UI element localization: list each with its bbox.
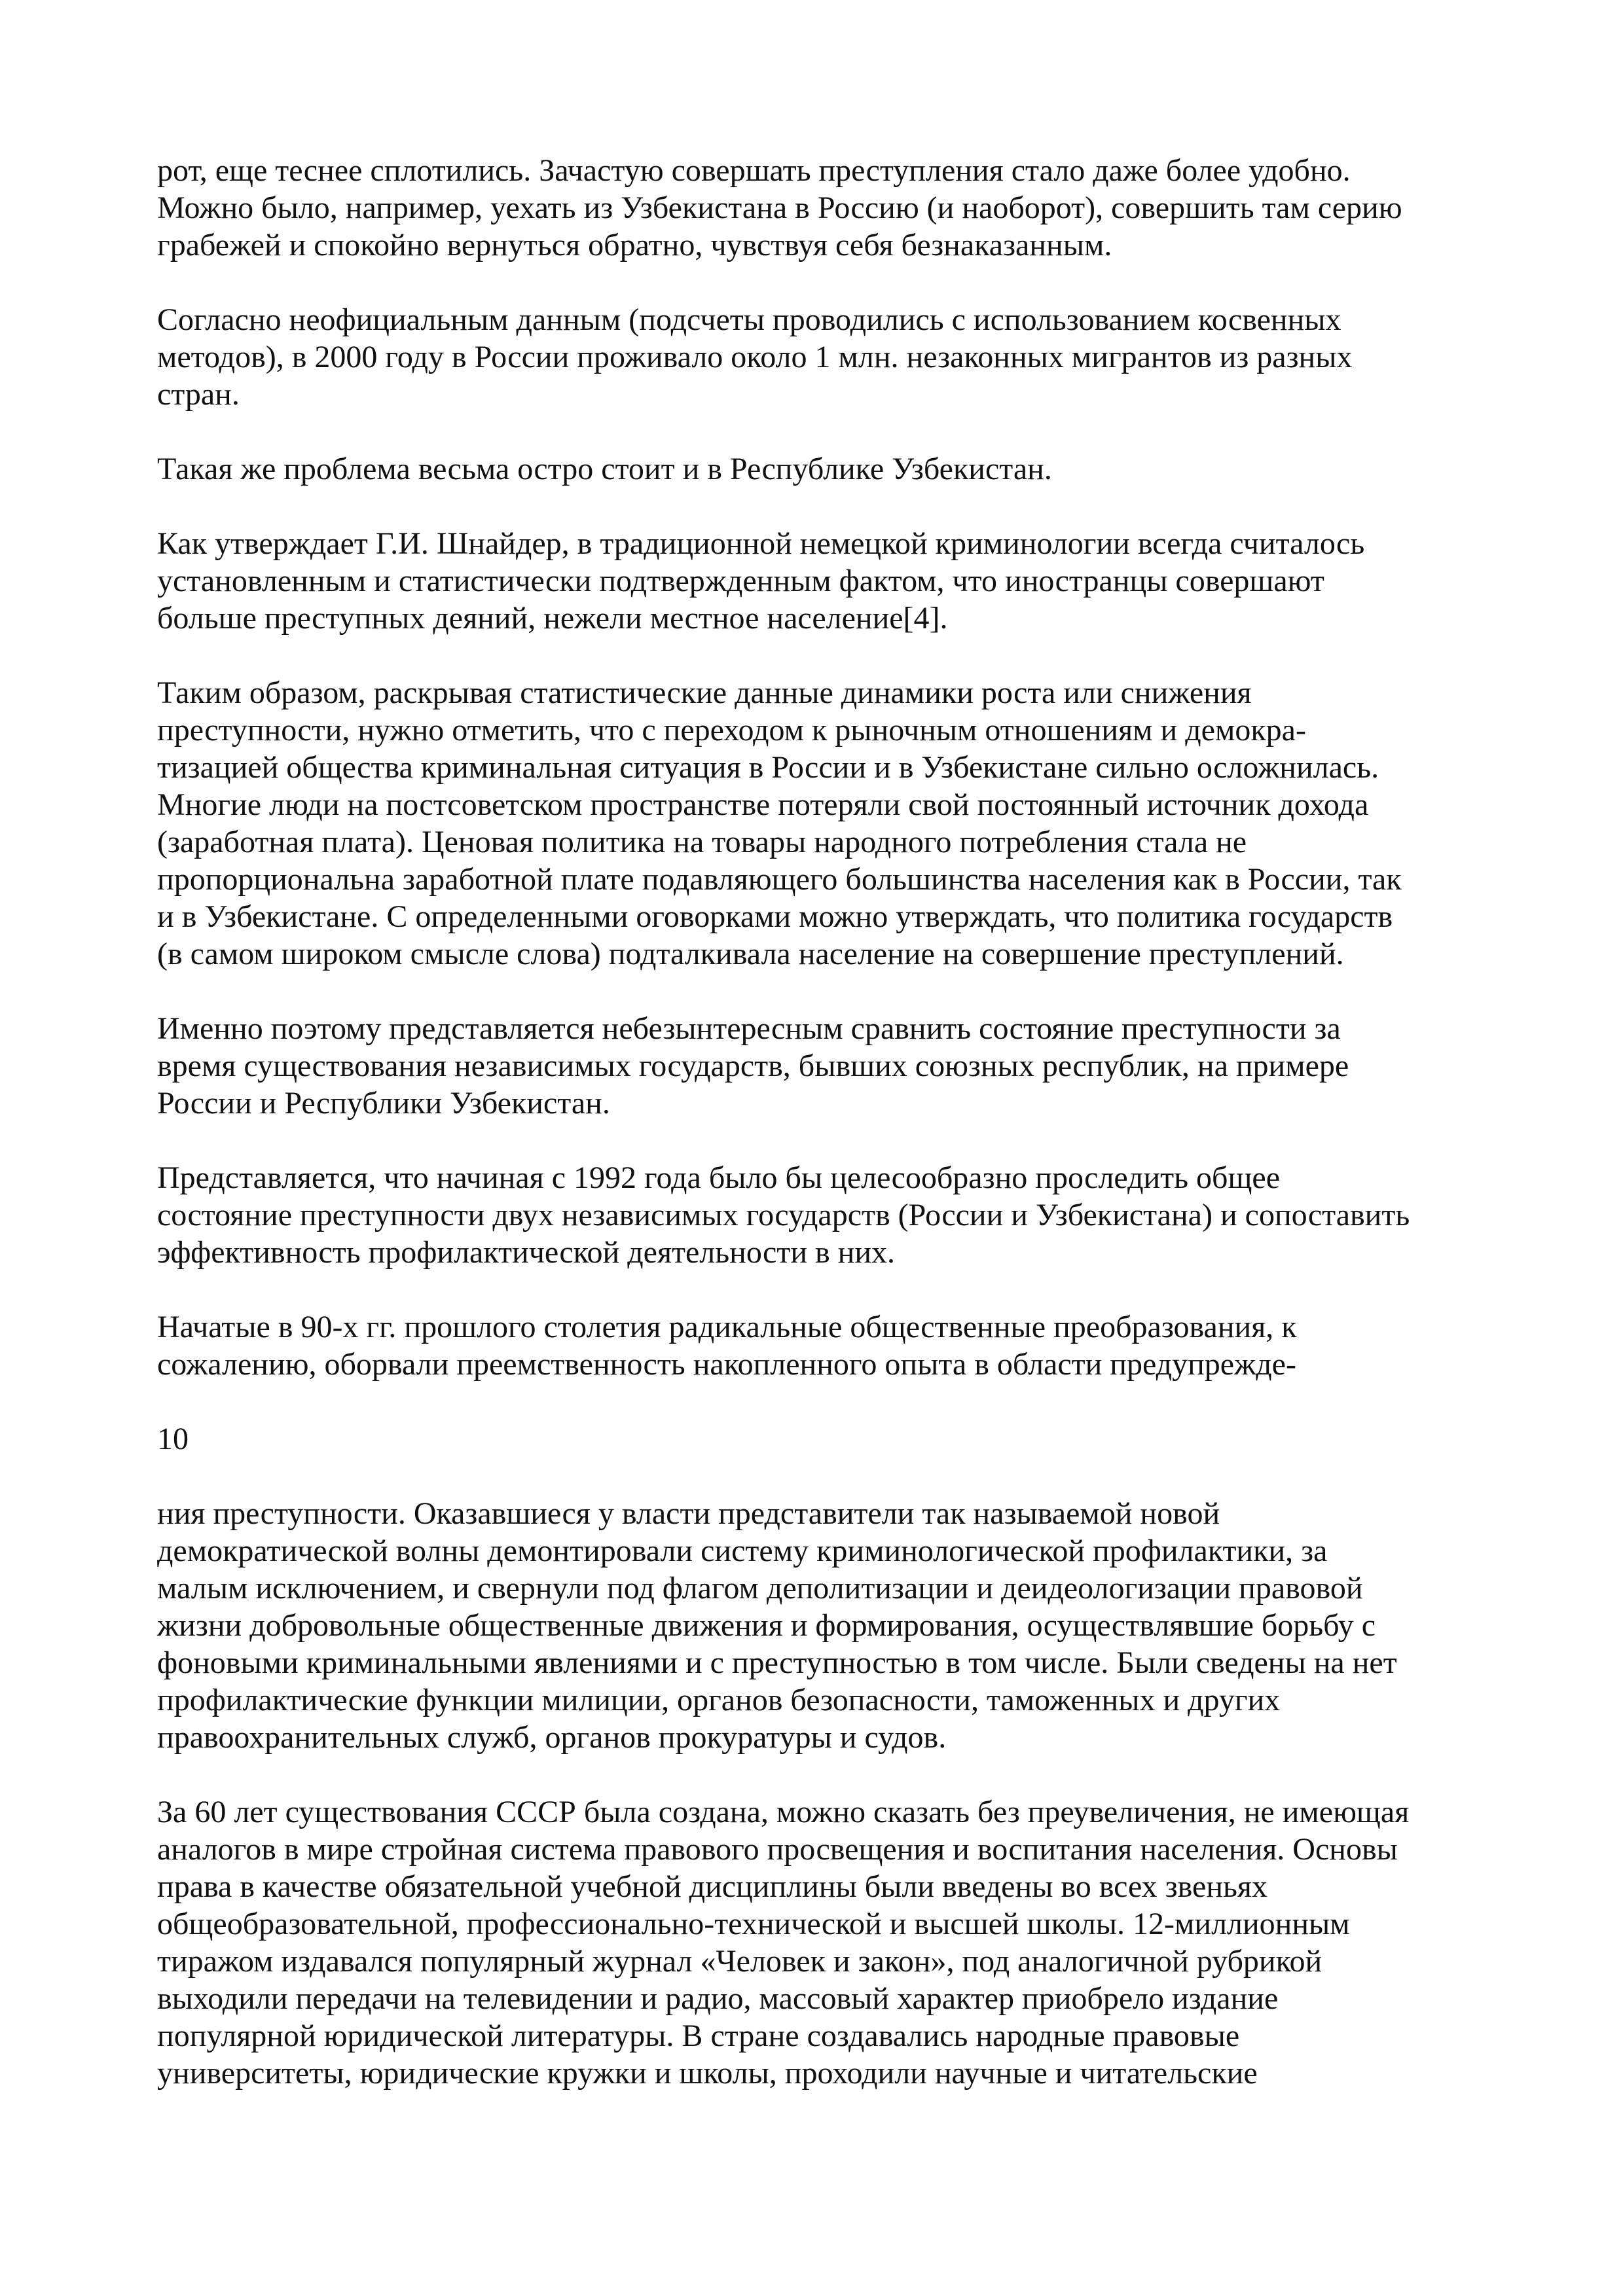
paragraph: Представляется, что начиная с 1992 года было бы целесообразно проследить общее состояние преступности двух независимых государств (России и Узбекистана) и сопоставить эффективность профилактической деятельности в них.	[157, 1160, 1410, 1270]
paragraph: За 60 лет существования СССР была создана, можно сказать без преувеличения, не имеющая аналогов в мире стройная система правового просвещения и воспитания населения. Основы права в качестве обязательной учебной дисциплины были введены во всех звеньях общеобразовательной, профессионально-технической и высшей школы. 12-миллионным тиражом издавался популярный журнал «Человек и закон», под аналогичной рубрикой выходили передачи на телевидении и радио, массовый характер приобрело издание популярной юридической литературы. В стране создавались народные правовые университеты, юридические кружки и школы, проходили научные и читательские	[157, 1795, 1410, 2090]
paragraph: Согласно неофициальным данным (подсчеты проводились с использованием косвенных методов), в 2000 году в России проживало около 1 млн. незаконных мигрантов из разных стран.	[157, 302, 1353, 412]
paragraph: Таким образом, раскрывая статистические данные динамики роста или снижения преступности, нужно отметить, что с переходом к рыночным отношениям и демокра- тизацией общества криминальная ситуация в России и в Узбекистане сильно осложнилась. Многие люди на постсоветском пространстве потеряли свой постоянный источник дохода (заработная плата). Ценовая политика на товары народного потребления стала не пропорциональна заработной плате подавляющего большинства населения как в России, так и в Узбекистане. С определенными оговорками можно утверждать, что политика государств (в самом широком смысле слова) подталкивала население на совершение преступлений.	[157, 675, 1402, 971]
paragraph: Именно поэтому представляется небезынтересным сравнить состояние преступности за время существования независимых государств, бывших союзных республик, на примере России и Республики Узбекистан.	[157, 1011, 1349, 1121]
paragraph: Начатые в 90-х гг. прошлого столетия радикальные общественные преобразования, к сожалению, оборвали преемственность накопленного опыта в области предупрежде-	[157, 1310, 1297, 1382]
paragraph: Такая же проблема весьма остро стоит и в Республике Узбекистан.	[157, 452, 1052, 486]
paragraph: ния преступности. Оказавшиеся у власти представители так называемой новой демократической волны демонтировали систему криминологической профилактики, за малым исключением, и свернули под флагом деполитизации и деидеологизации правовой жизни добровольные общественные движения и формирования, осуществлявшие борьбу с фоновыми криминальными явлениями и с преступностью в том числе. Были сведены на нет профилактические функции милиции, органов безопасности, таможенных и других правоохранительных служб, органов прокуратуры и судов.	[157, 1496, 1397, 1755]
paragraph: рот, еще теснее сплотились. Зачастую совершать преступления стало даже более удобно. Можно было, например, уехать из Узбекистана в Россию (и наоборот), совершить там серию грабежей и спокойно вернуться обратно, чувствуя себя безнаказанным.	[157, 153, 1402, 262]
document-page	[157, 152, 1493, 2129]
paragraph: Как утверждает Г.И. Шнайдер, в традиционной немецкой криминологии всегда считалось установленным и статистически подтвержденным фактом, что иностранцы совершают больше преступных деяний, нежели местное население[4].	[157, 526, 1365, 636]
page-number: 10	[157, 1422, 189, 1456]
